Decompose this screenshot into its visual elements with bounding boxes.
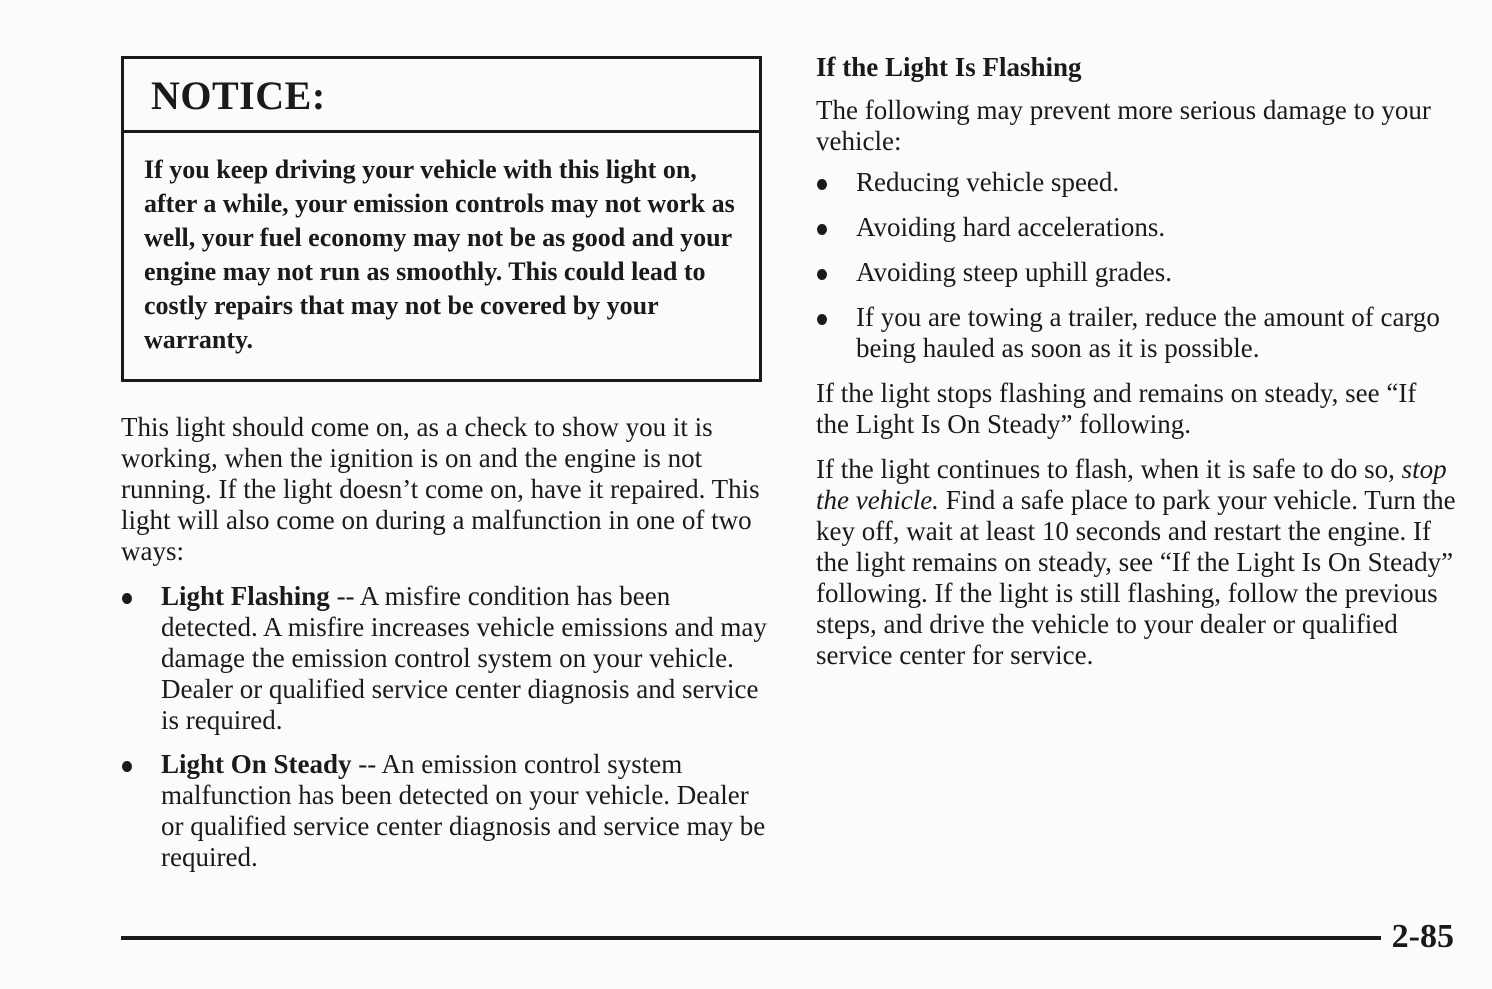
section-heading: If the Light Is Flashing bbox=[816, 52, 1082, 82]
list-item bbox=[816, 212, 1456, 243]
notice-title: NOTICE: bbox=[124, 59, 759, 133]
bullet-icon bbox=[817, 179, 827, 190]
list-item-text: Avoiding hard accelerations. bbox=[856, 212, 1166, 242]
bullet-icon bbox=[817, 224, 827, 235]
left-column bbox=[121, 56, 771, 886]
prevention-list bbox=[816, 167, 1456, 364]
bullet-icon bbox=[817, 269, 827, 280]
list-item-term: Light Flashing bbox=[161, 581, 330, 611]
bullet-icon bbox=[122, 593, 132, 604]
right-column bbox=[816, 50, 1456, 671]
list-item bbox=[121, 749, 771, 873]
steady-reference-paragraph: If the light stops flashing and remains on steady, see “If the Light Is On Steady” following. bbox=[816, 378, 1417, 439]
footer-rule bbox=[121, 936, 1381, 940]
list-item bbox=[816, 257, 1456, 288]
list-item-text: Reducing vehicle speed. bbox=[856, 167, 1120, 197]
paragraph-text-lead: If the light continues to flash, when it is safe to do so, bbox=[816, 454, 1402, 484]
list-item-text: Avoiding steep uphill grades. bbox=[856, 257, 1172, 287]
paragraph-text-rest: Find a safe place to park your vehicle. Turn the key off, wait at least 10 seconds and restart the engine. If the light remains on steady, see “If the Light Is On Steady” following. If the light is still flashing, follow the previous steps, and drive the vehicle to your dealer or qualified service center for service. bbox=[816, 485, 1456, 670]
bullet-icon bbox=[122, 761, 132, 772]
list-item-term: Light On Steady bbox=[161, 749, 352, 779]
list-item-text: If you are towing a trailer, reduce the amount of cargo being hauled as soon as it is possible. bbox=[856, 302, 1440, 363]
notice-body: If you keep driving your vehicle with this light on, after a while, your emission controls may not work as well, your fuel economy may not be as good and your engine may not run as smoothly. This could lead to costly repairs that may not be covered by your warranty. bbox=[144, 155, 735, 354]
bullet-icon bbox=[817, 314, 827, 325]
list-item bbox=[121, 581, 771, 736]
list-item-text: -- A misfire condition has been detected. A misfire increases vehicle emissions and may damage the emission control system on your vehicle. Dealer or qualified service center diagnosis and service is required. bbox=[161, 581, 767, 735]
light-mode-list bbox=[121, 581, 771, 873]
notice-box bbox=[121, 56, 762, 382]
light-intro-paragraph: This light should come on, as a check to show you it is working, when the ignition is on and the engine is not running. If the light doesn’t come on, have it repaired. This light will also come on during a malfunction in one of two ways: bbox=[121, 412, 760, 566]
continues-flashing-paragraph bbox=[816, 454, 1456, 671]
list-item bbox=[816, 302, 1456, 364]
stop-vehicle-emphasis: stop the vehicle. bbox=[816, 454, 1447, 515]
list-item-text: -- An emission control system malfunction has been detected on your vehicle. Dealer or qualified service center diagnosis and service may be required. bbox=[161, 749, 766, 872]
page-number: 2-85 bbox=[1391, 918, 1454, 955]
flashing-intro-paragraph: The following may prevent more serious damage to your vehicle: bbox=[816, 95, 1431, 156]
list-item bbox=[816, 167, 1456, 198]
